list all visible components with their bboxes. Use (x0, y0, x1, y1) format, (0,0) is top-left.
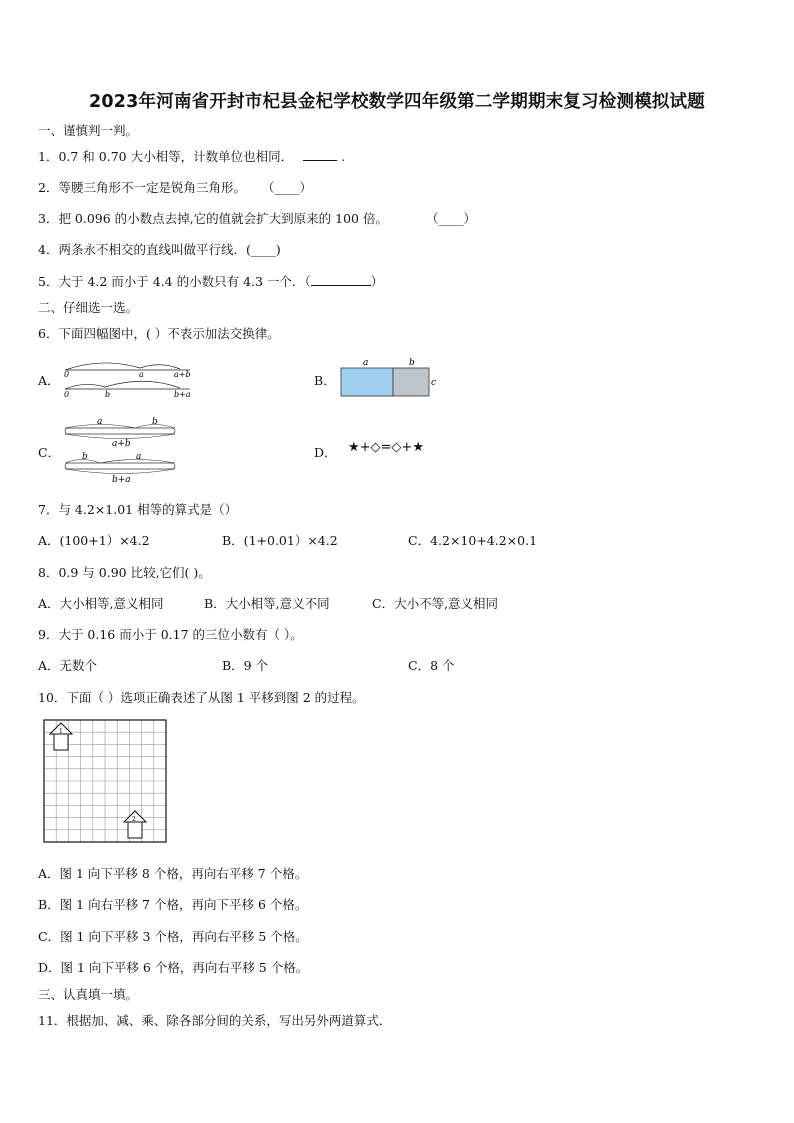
segment-label: b (152, 417, 158, 427)
question-5-text: 5．大于 4.2 而小于 4.4 的小数只有 4.3 一个． (38, 274, 305, 289)
side-label: a (363, 358, 369, 368)
question-9-options (38, 656, 455, 674)
segment-label: b+a (112, 475, 131, 485)
bar (65, 428, 175, 434)
question-9: 9．大于 0.16 而小于 0.17 的三位小数有（ ）。 (38, 627, 303, 642)
question-7-options (38, 531, 537, 549)
tick-label: 0 (64, 370, 70, 379)
option-c[interactable]: C．大小不等,意义相同 (372, 596, 499, 611)
option-c[interactable]: C．4.2×10+4.2×0.1 (408, 533, 538, 548)
question-8-options (38, 594, 498, 612)
option-a[interactable]: A．大小相等,意义相同 (38, 596, 164, 611)
brace (65, 434, 175, 439)
question-10: 10．下面（ ）选项正确表述了从图 1 平移到图 2 的过程。 (38, 690, 365, 705)
house-body-1 (54, 734, 68, 750)
arc (65, 363, 140, 370)
answer-blank[interactable] (311, 273, 371, 286)
brace (65, 469, 175, 474)
paren-open: （ (304, 274, 311, 289)
section-heading-fill: 三、认真填一填。 (38, 987, 139, 1002)
section-heading-judge: 一、谨慎判一判。 (38, 123, 139, 138)
question-10-option-b[interactable]: B．图 1 向右平移 7 个格，再向下平移 6 个格。 (38, 897, 308, 912)
option-b[interactable]: B．(1+0.01）×4.2 (222, 533, 338, 548)
answer-blank[interactable] (303, 148, 337, 161)
answer-paren[interactable]: （____） (425, 211, 476, 226)
page-title: 2023年河南省开封市杞县金杞学校数学四年级第二学期期末复习检测模拟试题 (89, 92, 705, 112)
answer-paren[interactable]: （____） (261, 180, 312, 195)
answer-paren[interactable]: (____) (245, 242, 281, 257)
segment-label: a+b (112, 439, 131, 449)
arc (65, 384, 105, 389)
option-b[interactable]: B．大小相等,意义不同 (204, 596, 330, 611)
figure-a-number-lines (60, 355, 200, 403)
option-b[interactable]: B．9 个 (222, 658, 269, 673)
tick-label: b+a (174, 390, 191, 399)
tick-label: b (105, 390, 111, 399)
question-1-text: 1．0.7 和 0.70 大小相等，计数单位也相同． (38, 149, 294, 164)
option-a-label[interactable]: A． (38, 373, 60, 388)
question-8: 8．0.9 与 0.90 比较,它们( )。 (38, 565, 211, 580)
figure-b-rectangle (336, 355, 446, 401)
question-1-end: . (341, 149, 346, 164)
question-10-option-d[interactable]: D．图 1 向下平移 6 个格，再向右平移 5 个格。 (38, 960, 309, 975)
rect-part-a (341, 368, 393, 396)
question-5 (38, 272, 383, 290)
figure-translation-grid (42, 718, 170, 846)
bar (65, 463, 175, 469)
figure-d-symbols: ★+◇=◇+★ (348, 440, 424, 455)
question-7: 7．与 4.2×1.01 相等的算式是（） (38, 502, 238, 517)
side-label: c (431, 378, 437, 388)
option-a[interactable]: A．无数个 (38, 658, 98, 673)
question-3 (38, 209, 476, 227)
option-b-label[interactable]: B． (314, 373, 336, 388)
tick-label: a (139, 370, 144, 379)
rect-part-b (393, 368, 429, 396)
option-c[interactable]: C．8 个 (408, 658, 455, 673)
question-6: 6．下面四幅图中，( ）不表示加法交换律。 (38, 326, 280, 341)
segment-label: a (97, 417, 103, 427)
question-2 (38, 178, 312, 196)
question-2-text: 2．等腰三角形不一定是锐角三角形。 (38, 180, 246, 195)
paren-close: ） (370, 274, 384, 289)
shape-label-1: 1 (59, 728, 63, 735)
option-d-label[interactable]: D． (314, 445, 337, 460)
shape-label-2: 2 (132, 816, 136, 823)
question-10-option-c[interactable]: C．图 1 向下平移 3 个格，再向右平移 5 个格。 (38, 929, 308, 944)
tick-label: a+b (174, 370, 191, 379)
house-body-2 (128, 822, 142, 838)
question-11: 11．根据加、减、乘、除各部分间的关系，写出另外两道算式． (38, 1013, 392, 1028)
figure-c-bar-model (60, 413, 190, 485)
arc (105, 381, 180, 388)
question-3-text: 3．把 0.096 的小数点去掉,它的值就会扩大到原来的 100 倍。 (38, 211, 388, 226)
question-4 (38, 240, 281, 258)
side-label: b (409, 358, 415, 368)
section-heading-choose: 二、仔细选一选。 (38, 300, 139, 315)
question-10-option-a[interactable]: A．图 1 向下平移 8 个格，再向右平移 7 个格。 (38, 866, 308, 881)
segment-label: a (136, 452, 142, 462)
segment-label: b (82, 452, 88, 462)
arc (140, 365, 180, 369)
option-a[interactable]: A．(100+1）×4.2 (38, 533, 150, 548)
option-c-label[interactable]: C． (38, 445, 61, 460)
question-1 (38, 147, 345, 165)
question-4-text: 4．两条永不相交的直线叫做平行线． (38, 242, 246, 257)
tick-label: 0 (64, 390, 70, 399)
